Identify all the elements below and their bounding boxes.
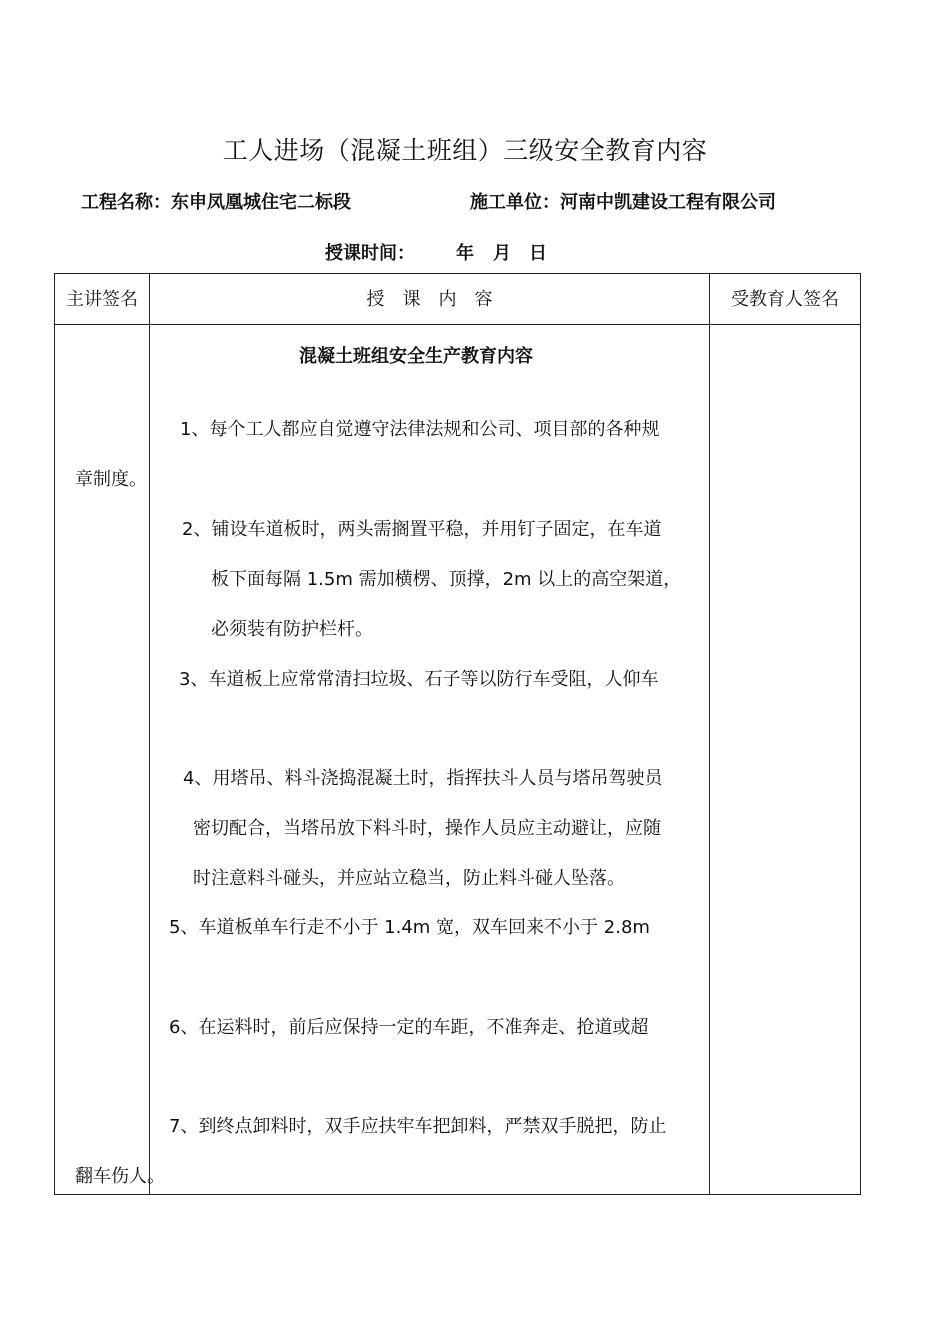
content-line: 3、车道板上应常常清扫垃圾、石子等以防行车受阻，人仰车 bbox=[179, 669, 659, 690]
content-line: 必须装有防护栏杆。 bbox=[211, 619, 373, 640]
content-title: 混凝土班组安全生产教育内容 bbox=[299, 346, 533, 367]
column-divider bbox=[149, 274, 150, 1194]
construction-unit: 施工单位：河南中凯建设工程有限公司 bbox=[470, 192, 776, 213]
content-line: 5、车道板单车行走不小于 1.4m 宽，双车回来不小于 2.8m bbox=[169, 917, 650, 938]
header-trainee-signature: 受教育人签名 bbox=[731, 289, 839, 310]
content-line: 时注意料斗碰头，并应站立稳当，防止料斗碰人坠落。 bbox=[193, 868, 625, 889]
project-name: 工程名称：东申凤凰城住宅二标段 bbox=[81, 192, 351, 213]
lecture-day: 日 bbox=[529, 243, 547, 264]
content-line: 1、每个工人都应自觉遵守法律法规和公司、项目部的各种规 bbox=[180, 419, 660, 440]
lecture-month: 月 bbox=[493, 243, 511, 264]
content-line: 2、铺设车道板时，两头需搁置平稳，并用钉子固定，在车道 bbox=[182, 519, 662, 540]
document-title: 工人进场（混凝土班组）三级安全教育内容 bbox=[222, 136, 708, 165]
column-divider bbox=[709, 274, 710, 1194]
content-line: 章制度。 bbox=[75, 469, 147, 490]
header-lecture-content: 授 课 内 容 bbox=[366, 289, 493, 310]
lecture-year: 年 bbox=[456, 243, 474, 264]
content-line: 密切配合，当塔吊放下料斗时，操作人员应主动避让，应随 bbox=[193, 818, 661, 839]
lecture-time-label: 授课时间： bbox=[325, 243, 415, 264]
content-line: 4、用塔吊、料斗浇捣混凝土时，指挥扶斗人员与塔吊驾驶员 bbox=[183, 768, 663, 789]
header-lecturer-signature: 主讲签名 bbox=[66, 289, 138, 310]
content-line: 6、在运料时，前后应保持一定的车距，不准奔走、抢道或超 bbox=[169, 1017, 649, 1038]
content-line: 板下面每隔 1.5m 需加横楞、顶撑，2m 以上的高空架道， bbox=[211, 569, 682, 590]
education-table bbox=[54, 273, 861, 1195]
content-line: 翻车伤人。 bbox=[75, 1166, 165, 1187]
content-line: 7、到终点卸料时，双手应扶牢车把卸料，严禁双手脱把，防止 bbox=[169, 1116, 667, 1137]
